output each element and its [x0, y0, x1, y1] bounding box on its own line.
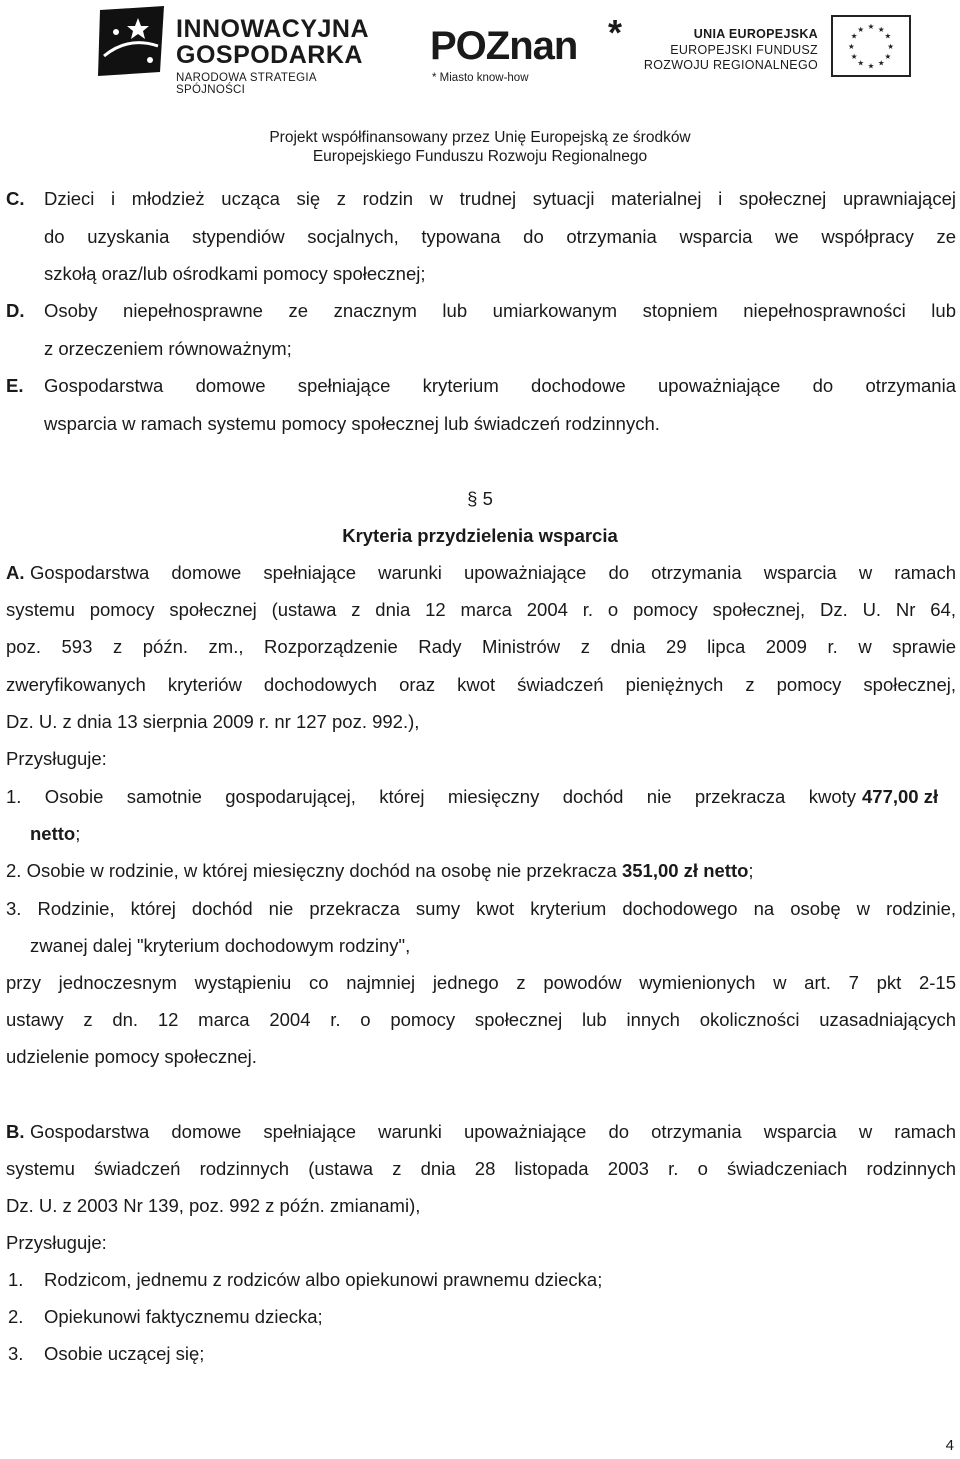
section-b-item3-num: 3.	[8, 1343, 24, 1364]
section-d-marker: D.	[6, 300, 25, 321]
page-number: 4	[945, 1437, 954, 1454]
section-a-item2-end: ;	[748, 860, 754, 881]
section-a-item1-netto: netto	[30, 823, 76, 844]
section-b-line3: Dz. U. z 2003 Nr 139, poz. 992 z późn. zmianami),	[6, 1195, 421, 1216]
section-a-cond-line3: udzielenie pomocy społecznej.	[6, 1046, 257, 1067]
poznan-star-icon: *	[608, 12, 623, 53]
svg-text:★: ★	[884, 31, 892, 41]
section-a-item3-line2: zwanej dalej "kryterium dochodowym rodziny",	[30, 935, 411, 956]
svg-text:★: ★	[850, 31, 858, 41]
section-b-marker: B.	[6, 1121, 25, 1142]
poznan-tagline: * Miasto know-how	[432, 72, 529, 84]
ig-subtitle: NARODOWA STRATEGIA SPÓJNOŚCI	[176, 72, 317, 96]
svg-text:★: ★	[857, 58, 865, 68]
svg-text:★: ★	[850, 52, 858, 62]
svg-text:★: ★	[867, 61, 875, 71]
svg-text:★: ★	[877, 24, 885, 34]
section-a-item1-line2	[30, 823, 80, 845]
section-b-item1-num: 1.	[8, 1269, 24, 1290]
svg-text:★: ★	[877, 58, 885, 68]
section-b-line1: Gospodarstwa domowe spełniające warunki upoważniające do otrzymania wsparcia w ramach	[30, 1121, 956, 1142]
paragraph-number: § 5	[467, 488, 493, 509]
section-e-line1: Gospodarstwa domowe spełniające kryterium dochodowe upoważniające do otrzymania	[44, 375, 956, 396]
section-c-line3: szkołą oraz/lub ośrodkami pomocy społecznej;	[44, 263, 426, 284]
paragraph-title: Kryteria przydzielenia wsparcia	[342, 525, 618, 546]
section-a-marker: A.	[6, 562, 25, 583]
section-b-item2-num: 2.	[8, 1306, 24, 1327]
section-a-item1-line1: 1. Osobie samotnie gospodarującej, której miesięczny dochód nie przekracza kwoty	[6, 786, 856, 807]
section-a-line5: Dz. U. z dnia 13 sierpnia 2009 r. nr 127 poz. 992.),	[6, 711, 420, 732]
eu-logo	[643, 15, 913, 85]
section-c-marker: C.	[6, 188, 25, 209]
ig-flag-icon	[98, 6, 168, 76]
section-b-item3-text: Osobie uczącej się;	[44, 1343, 205, 1364]
section-d-line2: z orzeczeniem równoważnym;	[44, 338, 292, 359]
svg-text:★: ★	[884, 52, 892, 62]
eu-line1: UNIA EUROPEJSKA	[693, 27, 818, 41]
section-a-item2-text: 2. Osobie w rodzinie, w której miesięczny dochód na osobę nie przekracza	[6, 860, 622, 881]
section-a-line1: Gospodarstwa domowe spełniające warunki upoważniające do otrzymania wsparcia w ramach	[30, 562, 956, 583]
section-a-item1-amount: 477,00 zł	[862, 786, 939, 807]
section-b-item2-text: Opiekunowi faktycznemu dziecka;	[44, 1306, 323, 1327]
section-d-line1: Osoby niepełnosprawne ze znacznym lub umiarkowanym stopniem niepełnosprawności lub	[44, 300, 956, 321]
section-a-cond-line1: przy jednoczesnym wystąpieniu co najmniej jednego z powodów wymienionych w art. 7 pkt 2-15	[6, 972, 956, 993]
ig-title-line2: GOSPODARKA	[176, 41, 363, 69]
svg-text:★: ★	[867, 22, 875, 32]
section-a-item2	[6, 860, 754, 882]
section-a-item2-amount: 351,00 zł netto	[621, 860, 749, 881]
section-a-item3-line1: 3. Rodzinie, której dochód nie przekracza sumy kwot kryterium dochodowego na osobę w rodzinie,	[6, 898, 956, 919]
section-e-line2: wsparcia w ramach systemu pomocy społecznej lub świadczeń rodzinnych.	[44, 413, 660, 434]
eu-line2: EUROPEJSKI FUNDUSZ	[670, 43, 818, 57]
svg-text:★: ★	[887, 41, 894, 51]
section-b-line2: systemu świadczeń rodzinnych (ustawa z dnia 28 listopada 2003 r. o świadczeniach rodzinnych	[6, 1158, 956, 1179]
svg-text:★: ★	[848, 41, 855, 51]
section-b-item1-text: Rodzicom, jednemu z rodziców albo opiekunowi prawnemu dziecka;	[44, 1269, 603, 1290]
section-c-line2: do uzyskania stypendiów socjalnych, typowana do otrzymania wsparcia we współpracy ze	[44, 226, 956, 247]
project-line1: Projekt współfinansowany przez Unię Europejską ze środków	[269, 129, 691, 146]
section-a-entitled: Przysługuje:	[6, 748, 107, 769]
svg-text:★: ★	[857, 24, 865, 34]
section-c-line1: Dzieci i młodzież ucząca się z rodzin w trudnej sytuacji materialnej i społecznej uprawniającej	[44, 188, 956, 209]
eu-line3: ROZWOJU REGIONALNEGO	[643, 58, 818, 72]
section-a-line4: zweryfikowanych kryteriów dochodowych oraz kwot świadczeń pieniężnych z pomocy społecznej,	[6, 674, 956, 695]
innowacyjna-gospodarka-logo	[98, 6, 388, 96]
poznan-wordmark: POZnan	[430, 24, 578, 68]
ig-title-line1: INNOWACYJNA	[176, 15, 370, 43]
section-a-item1-end: ;	[75, 823, 81, 844]
section-b-entitled: Przysługuje:	[6, 1232, 107, 1253]
section-a-line3: poz. 593 z późn. zm., Rozporządzenie Rady Ministrów z dnia 29 lipca 2009 r. w sprawie	[6, 636, 956, 657]
project-line2: Europejskiego Funduszu Rozwoju Regionalnego	[312, 148, 648, 165]
section-a-cond-line2: ustawy z dn. 12 marca 2004 r. o pomocy społecznej lub innych okoliczności uzasadniających	[6, 1009, 956, 1030]
section-e-marker: E.	[6, 375, 24, 396]
poznan-logo	[430, 14, 630, 90]
eu-flag-icon	[831, 15, 911, 77]
section-a-line2: systemu pomocy społecznej (ustawa z dnia 12 marca 2004 r. o pomocy społecznej, Dz. U. Nr 64,	[6, 599, 956, 620]
